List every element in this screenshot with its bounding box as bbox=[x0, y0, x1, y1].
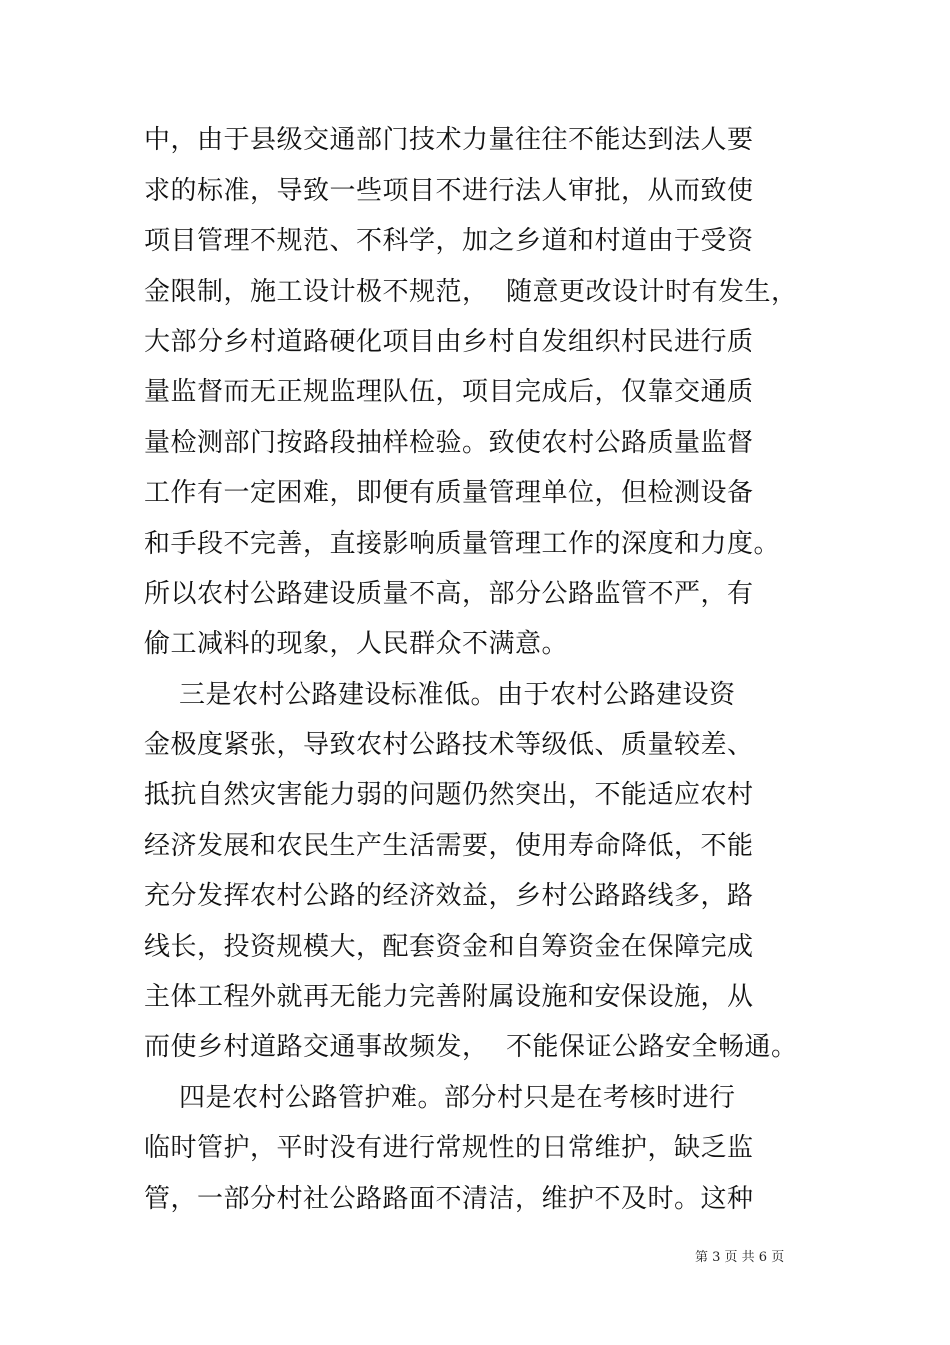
text-line: 三是农村公路建设标准低。由于农村公路建设资 bbox=[144, 680, 736, 710]
text-line: 量监督而无正规监理队伍，项目完成后，仅靠交通质 bbox=[144, 377, 754, 407]
text-line: 金极度紧张，导致农村公路技术等级低、质量较差、 bbox=[144, 730, 754, 760]
text-line: 主体工程外就再无能力完善附属设施和安保设施，从 bbox=[144, 982, 754, 1012]
text-line: 项目管理不规范、不科学，加之乡道和村道由于受资 bbox=[144, 226, 754, 256]
text-line: 偷工减料的现象，人民群众不满意。 bbox=[144, 629, 569, 659]
text-line: 工作有一定困难，即便有质量管理单位，但检测设备 bbox=[144, 478, 754, 508]
text-line: 金限制，施工设计极不规范， 随意更改设计时有发生， bbox=[144, 277, 798, 307]
text-line: 大部分乡村道路硬化项目由乡村自发组织村民进行质 bbox=[144, 327, 754, 357]
text-line: 中，由于县级交通部门技术力量往往不能达到法人要 bbox=[144, 125, 754, 155]
text-line: 线长，投资规模大，配套资金和自筹资金在保障完成 bbox=[144, 932, 754, 962]
text-line: 四是农村公路管护难。部分村只是在考核时进行 bbox=[144, 1083, 736, 1113]
text-line: 而使乡村道路交通事故频发， 不能保证公路安全畅通。 bbox=[144, 1032, 798, 1062]
text-line: 所以农村公路建设质量不高，部分公路监管不严，有 bbox=[144, 579, 754, 609]
text-line: 量检测部门按路段抽样检验。致使农村公路质量监督 bbox=[144, 428, 754, 458]
text-line: 抵抗自然灾害能力弱的问题仍然突出，不能适应农村 bbox=[144, 780, 754, 810]
text-line: 临时管护，平时没有进行常规性的日常维护，缺乏监 bbox=[144, 1133, 754, 1163]
page-footer: 第 3 页 共 6 页 bbox=[695, 1250, 785, 1265]
text-line: 经济发展和农民生产生活需要，使用寿命降低，不能 bbox=[144, 831, 754, 861]
text-line: 和手段不完善，直接影响质量管理工作的深度和力度。 bbox=[144, 529, 781, 559]
text-line: 求的标准，导致一些项目不进行法人审批，从而致使 bbox=[144, 176, 754, 206]
text-line: 管，一部分村社公路路面不清洁，维护不及时。这种 bbox=[144, 1184, 754, 1214]
text-line: 充分发挥农村公路的经济效益，乡村公路路线多，路 bbox=[144, 881, 754, 911]
